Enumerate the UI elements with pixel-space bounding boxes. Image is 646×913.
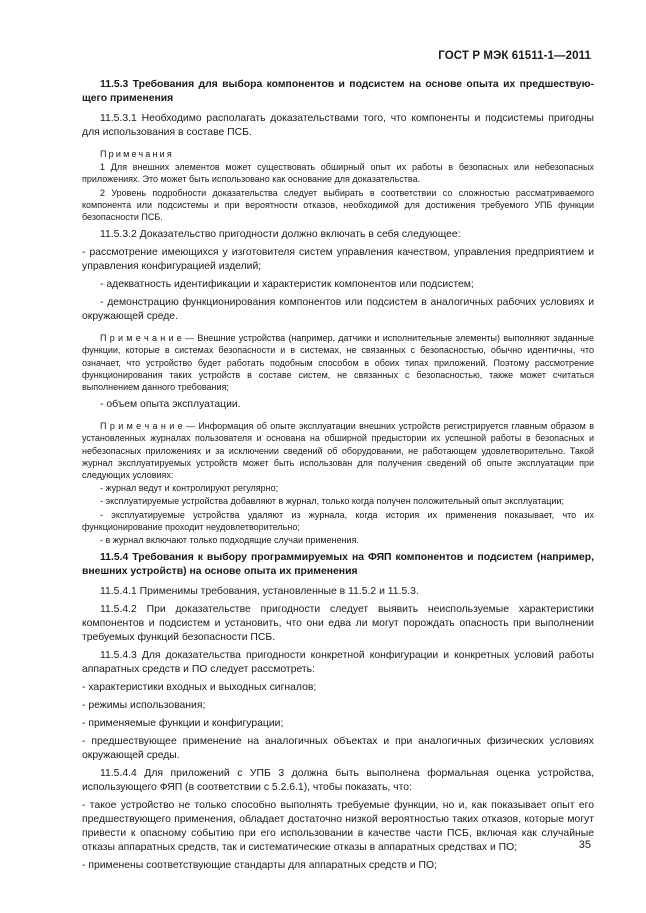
paragraph: 11.5.4.2 При доказательстве пригодности следует выявить неиспользуемые характеристики компонентов и подсистем и установить, что они едва ли могут порождать опасность при выполнении требуемых функций безопасности ПСБ. (82, 604, 594, 644)
section-heading: 11.5.3 Требования для выбора компонентов и подсистем на основе опыта их предшествую-щего применения (82, 79, 594, 104)
note-text: - в журнал включают только подходящие случаи применения. (100, 535, 359, 546)
note-text: 1 Для внешних элементов может существовать обширный опыт их работы в безопасных или небезопасных приложениях. Это может быть использовано как основание для доказательства. (82, 162, 594, 185)
note-text: П р и м е ч а н и е — Информация об опыте эксплуатации внешних устройств регистрируется главным образом в установленных журналах пользователя и основана на обширной предыстории их успешной работы в безопасных и небезопасных приложениях и за исключении сведений об оборудовании, не работающем удовлетворительно. Такой журнал эксплуатируемых устройств может быть использован для получения сведений об опыте эксплуатации при следующих условиях: (82, 421, 594, 481)
paragraph: 11.5.4.3 Для доказательства пригодности конкретной конфигурации и конкретных условий работы аппаратных средств и ПО следует рассмотреть: (82, 650, 594, 676)
list-item: - такое устройство не только способно выполнять требуемые функции, но и, как показывает опыт его предшествующего применения, обладает достаточно низкой вероятностью таких отказов, которые могут привести к опасному событию при его использовании в качестве части ПСБ, включая как случайные отказы аппаратных средств, так и систематические отказы в аппаратных средствах и ПО; (82, 800, 594, 854)
note-text: 2 Уровень подробности доказательства следует выбирать в соответствии со сложностью рассматриваемого компонента или подсистемы и при вероятности отказов, необходимой для достижения требуемого УПБ функции безопасности ПСБ. (82, 187, 594, 223)
list-item: - рассмотрение имеющихся у изготовителя систем управления качеством, управления предприятием и управления конфигурацией изделий; (82, 247, 594, 273)
paragraph: 11.5.3.1 Необходимо располагать доказательствами того, что компоненты и подсистемы пригодны для использования в составе ПСБ. (82, 113, 594, 138)
note-text: - журнал ведут и контролируют регулярно; (100, 483, 279, 494)
notes-label: Примечания (100, 149, 174, 159)
section-heading: 11.5.4 Требования к выбору программируемых на ФЯП компонентов и подсистем (например, внешних устройств) на основе опыта их применения (82, 552, 594, 578)
paragraph: - объем опыта эксплуатации. (100, 399, 241, 411)
paragraph: 11.5.4.4 Для приложений с УПБ 3 должна быть выполнена формальная оценка устройства, использующего ФЯП (в соответствии с 5.2.6.1), чтобы показать, что: (82, 768, 594, 794)
paragraph: - демонстрацию функционирования компонентов или подсистем в аналогичных рабочих условиях и окружающей среде. (82, 297, 594, 323)
list-item: - предшествующее применение на аналогичных объектах и при аналогичных физических условиях окружающей среды. (82, 736, 594, 762)
note-text: - эксплуатируемые устройства удаляют из журнала, когда история их применения показывает, что их функционирование проходит неудовлетворительно; (82, 509, 594, 532)
page-number: 35 (578, 839, 591, 851)
list-item: - характеристики входных и выходных сигналов; (82, 682, 317, 694)
list-item: - применяемые функции и конфигурации; (82, 718, 284, 730)
paragraph: 11.5.3.2 Доказательство пригодности должно включать в себя следующее: (100, 229, 461, 241)
document-code-header: ГОСТ Р МЭК 61511-1—2011 (438, 50, 591, 62)
list-item: - режимы использования; (82, 700, 206, 712)
note-text: - эксплуатируемые устройства добавляют в журнал, только когда получен положительный опыт эксплуатации; (100, 496, 564, 507)
document-body (82, 78, 594, 877)
paragraph: 11.5.4.1 Применимы требования, установленные в 11.5.2 и 11.5.3. (100, 586, 419, 598)
list-item: - применены соответствующие стандарты для аппаратных средств и ПО; (82, 860, 437, 872)
note-text: П р и м е ч а н и е — Внешние устройства (например, датчики и исполнительные элементы) выполняют заданные функции, которые в системах безопасности и в системах, не связанных с безопасностью, обычно идентичны, что означает, что устройство будет работать подобным способом в обоих типах приложений. Поэтому рассмотрение функционирования таких устройств в составе систем, не связанных с безопасностью, также может считаться выполнением данного требования; (82, 333, 594, 393)
paragraph: - адекватность идентификации и характеристик компонентов или подсистем; (100, 279, 474, 291)
